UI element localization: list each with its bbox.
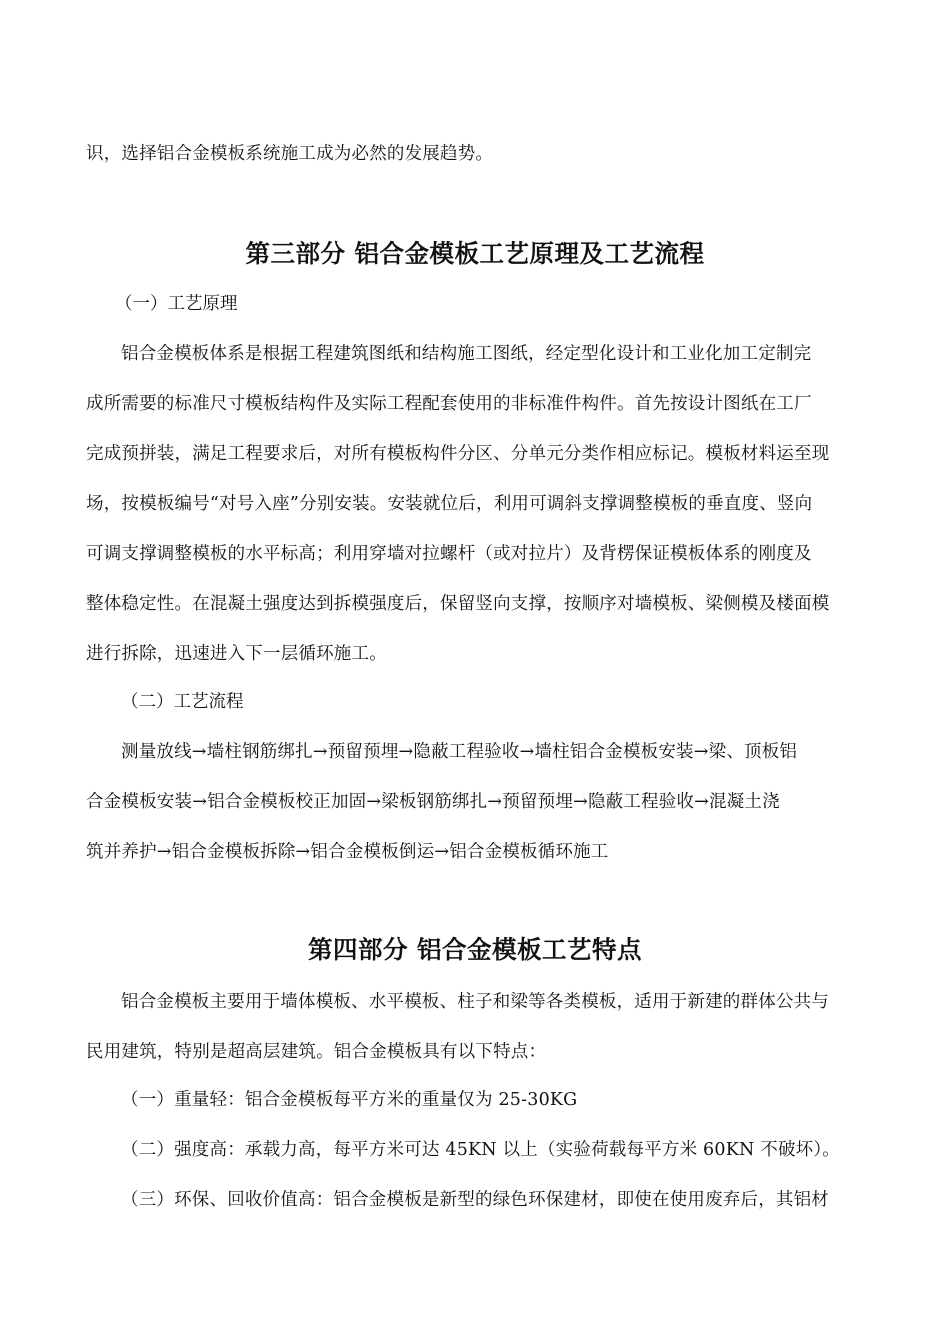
paragraph-line: 整体稳定性。在混凝土强度达到拆模强度后，保留竖向支撑，按顺序对墙模板、梁侧模及楼面模 xyxy=(86,594,830,614)
paragraph-line: 铝合金模板体系是根据工程建筑图纸和结构施工图纸，经定型化设计和工业化加工定制完 xyxy=(121,344,812,364)
section-heading-part3: 第三部分 铝合金模板工艺原理及工艺流程 xyxy=(245,239,705,268)
feature-item: （一）重量轻：铝合金模板每平方米的重量仅为 25-30KG xyxy=(121,1090,578,1110)
feature-item: （三）环保、回收价值高：铝合金模板是新型的绿色环保建材，即使在使用废弃后，其铝材 xyxy=(121,1190,829,1210)
feature-item: （二）强度高：承载力高，每平方米可达 45KN 以上（实验荷载每平方米 60KN 不破坏）。 xyxy=(121,1140,841,1160)
paragraph-line: 进行拆除，迅速进入下一层循环施工。 xyxy=(86,644,387,664)
paragraph-line: 完成预拼装，满足工程要求后，对所有模板构件分区、分单元分类作相应标记。模板材料运至现 xyxy=(86,444,830,464)
paragraph-line: 场，按模板编号“对号入座”分别安装。安装就位后，利用可调斜支撑调整模板的垂直度、竖向 xyxy=(86,494,813,514)
intro-text: 识，选择铝合金模板系统施工成为必然的发展趋势。 xyxy=(86,144,494,164)
flow-line: 筑并养护→铝合金模板拆除→铝合金模板倒运→铝合金模板循环施工 xyxy=(86,842,609,862)
section-heading-part4: 第四部分 铝合金模板工艺特点 xyxy=(307,935,643,964)
paragraph-line: 民用建筑，特别是超高层建筑。铝合金模板具有以下特点： xyxy=(86,1042,547,1062)
subsection-label-principle: （一）工艺原理 xyxy=(115,294,238,314)
flow-line: 测量放线→墙柱钢筋绑扎→预留预埋→隐蔽工程验收→墙柱铝合金模板安装→梁、顶板铝 xyxy=(121,742,798,762)
flow-line: 合金模板安装→铝合金模板校正加固→梁板钢筋绑扎→预留预埋→隐蔽工程验收→混凝土浇 xyxy=(86,792,780,812)
paragraph-line: 铝合金模板主要用于墙体模板、水平模板、柱子和梁等各类模板，适用于新建的群体公共与 xyxy=(121,992,829,1012)
paragraph-line: 成所需要的标准尺寸模板结构件及实际工程配套使用的非标准件构件。首先按设计图纸在工厂 xyxy=(86,394,812,414)
paragraph-line: 可调支撑调整模板的水平标高；利用穿墙对拉螺杆（或对拉片）及背楞保证模板体系的刚度及 xyxy=(86,544,812,564)
subsection-label-flow: （二）工艺流程 xyxy=(121,692,244,712)
